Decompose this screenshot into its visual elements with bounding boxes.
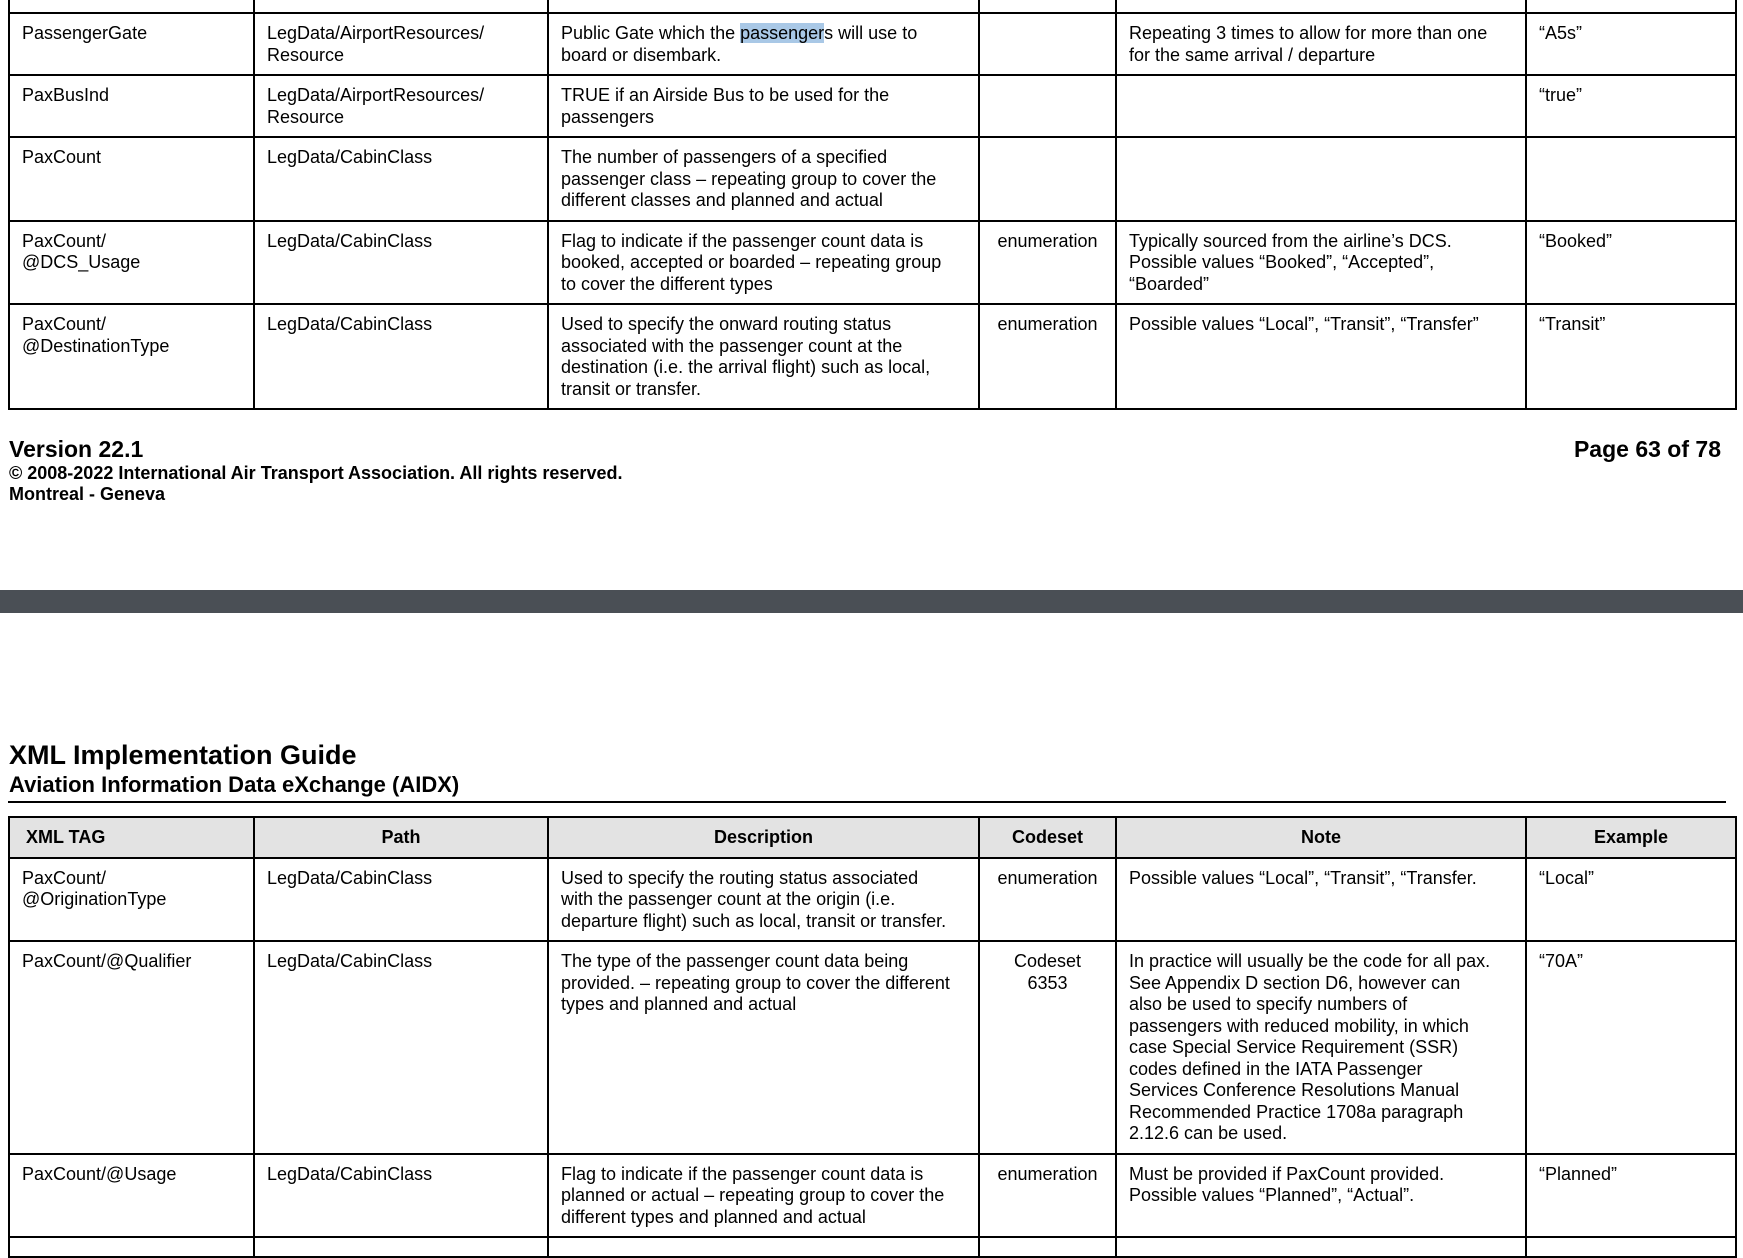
table-row — [9, 1237, 1736, 1257]
codeset-cell — [979, 941, 1116, 1154]
description-cell — [548, 1154, 979, 1238]
cell-text: “Boarded” — [1129, 273, 1210, 294]
spec-table-body — [9, 858, 1736, 1258]
xml-tag-cell — [9, 13, 254, 75]
path-cell — [254, 137, 548, 221]
cell-text: Flag to indicate if the passenger count data is — [561, 230, 924, 251]
table-row — [9, 1154, 1736, 1238]
cell-text: LegData/CabinClass — [267, 1163, 433, 1184]
page-title: XML Implementation Guide — [9, 740, 357, 770]
path-cell — [254, 75, 548, 137]
cell-text: PassengerGate — [22, 23, 148, 43]
table-row — [9, 137, 1736, 221]
example-cell — [1526, 221, 1736, 305]
example-cell — [1526, 13, 1736, 75]
cell-text: 6353 — [1027, 972, 1068, 993]
cell-text: PaxCount/ — [22, 230, 107, 251]
xml-tag-cell — [9, 137, 254, 221]
path-cell — [254, 858, 548, 942]
cell-text: Possible values “Booked”, “Accepted”, — [1129, 252, 1435, 272]
codeset-cell — [979, 75, 1116, 137]
cell-text: provided. – repeating group to cover the different — [561, 972, 950, 993]
cell-text: PaxCount — [22, 147, 102, 167]
description-cell — [548, 75, 979, 137]
example-cell — [1526, 941, 1736, 1154]
path-cell — [254, 1237, 548, 1257]
description-cell — [548, 941, 979, 1154]
page-footer — [9, 436, 1721, 505]
cell-text: In practice will usually be the code for all pax. — [1129, 951, 1491, 971]
path-cell — [254, 13, 548, 75]
cell-text: Must be provided if PaxCount provided. — [1129, 1163, 1445, 1184]
cell-text: Possible values “Local”, “Transit”, “Transfer” — [1129, 314, 1479, 334]
cell-text: “A5s” — [1539, 23, 1583, 43]
table-row — [9, 941, 1736, 1154]
description-cell — [548, 304, 979, 409]
cell-text: The type of the passenger count data being — [561, 951, 909, 971]
example-cell — [1526, 75, 1736, 137]
cell-text: PaxBusInd — [22, 85, 110, 105]
table-row — [9, 13, 1736, 75]
cell-text: also be used to specify numbers of — [1129, 994, 1408, 1014]
column-header-xml-tag: XML TAG — [9, 817, 254, 858]
path-cell — [254, 941, 548, 1154]
path-cell — [254, 221, 548, 305]
version-label: Version 22.1 — [9, 436, 144, 462]
page-subtitle: Aviation Information Data eXchange (AIDX) — [9, 772, 460, 797]
codeset-cell — [979, 221, 1116, 305]
column-header-codeset: Codeset — [979, 817, 1116, 858]
description-cell — [548, 1237, 979, 1257]
cell-text: Repeating 3 times to allow for more than one — [1129, 23, 1488, 43]
xml-tag-cell — [9, 304, 254, 409]
spec-table — [8, 816, 1737, 1258]
cell-text: LegData/CabinClass — [267, 230, 433, 251]
cell-text: codes defined in the IATA Passenger — [1129, 1058, 1423, 1079]
spec-table-body — [9, 13, 1736, 409]
cell-text: case Special Service Requirement (SSR) — [1129, 1037, 1459, 1057]
xml-tag-cell — [9, 1237, 254, 1257]
cell-text: “true” — [1539, 85, 1583, 105]
cell-text: transit or transfer. — [561, 378, 702, 399]
note-cell — [1116, 304, 1526, 409]
path-cell — [254, 1154, 548, 1238]
example-cell — [1526, 1237, 1736, 1257]
codeset-cell — [979, 304, 1116, 409]
cell-text: LegData/CabinClass — [267, 867, 433, 888]
codeset-cell — [979, 858, 1116, 942]
cell-text: different classes and planned and actual — [561, 190, 883, 210]
cell-text: Typically sourced from the airline’s DCS. — [1129, 230, 1452, 251]
codeset-cell — [979, 1154, 1116, 1238]
cell-text: PaxCount/@Usage — [22, 1163, 177, 1184]
example-cell — [1526, 858, 1736, 942]
table-row — [9, 858, 1736, 942]
cell-text: enumeration — [997, 230, 1098, 251]
description-cell — [548, 13, 979, 75]
table-row — [9, 304, 1736, 409]
cell-text: passengers with reduced mobility, in which — [1129, 1015, 1469, 1036]
table-row — [9, 75, 1736, 137]
table-row-top-partial — [9, 0, 1736, 13]
column-header-example: Example — [1526, 817, 1736, 858]
cell-text: board or disembark. — [561, 44, 722, 65]
cell-text: enumeration — [997, 1163, 1098, 1184]
example-cell — [1526, 304, 1736, 409]
note-cell — [1116, 137, 1526, 221]
cell-text: to cover the different types — [561, 273, 773, 294]
cell-text: passenger class – repeating group to cover the — [561, 168, 937, 189]
cell-text: booked, accepted or boarded – repeating group — [561, 252, 942, 272]
cell-text: See Appendix D section D6, however can — [1129, 972, 1461, 993]
cell-text: LegData/CabinClass — [267, 314, 433, 334]
location-label: Montreal - Geneva — [9, 484, 166, 504]
column-header-note: Note — [1116, 817, 1526, 858]
cell-text: The number of passengers of a specified — [561, 147, 888, 167]
cell-text: PaxCount/ — [22, 867, 107, 888]
cell-text: 2.12.6 can be used. — [1129, 1123, 1288, 1143]
cell-text: Recommended Practice 1708a paragraph — [1129, 1101, 1464, 1122]
note-cell — [1116, 75, 1526, 137]
cell-text: Possible values “Planned”, “Actual”. — [1129, 1185, 1415, 1205]
xml-tag-cell — [9, 221, 254, 305]
cell-text: for the same arrival / departure — [1129, 44, 1376, 65]
codeset-cell — [979, 137, 1116, 221]
cell-text: “70A” — [1539, 951, 1584, 971]
document-page-64 — [0, 613, 1743, 1235]
note-cell — [1116, 858, 1526, 942]
title-divider — [8, 801, 1726, 803]
cell-text: Codeset — [1013, 951, 1082, 971]
cell-text: enumeration — [997, 314, 1098, 334]
column-header-description: Description — [548, 817, 979, 858]
cell-text: associated with the passenger count at the — [561, 335, 903, 356]
cell-text: “Planned” — [1539, 1163, 1618, 1184]
spec-table-continued — [8, 0, 1737, 410]
note-cell — [1116, 13, 1526, 75]
cell-text: @DCS_Usage — [22, 252, 141, 272]
cell-text: “Booked” — [1539, 230, 1613, 251]
cell-text: @OriginationType — [22, 889, 167, 909]
column-header-path: Path — [254, 817, 548, 858]
cell-text: destination (i.e. the arrival flight) such as local, — [561, 357, 931, 377]
xml-tag-cell — [9, 75, 254, 137]
cell-text: Possible values “Local”, “Transit”, “Transfer. — [1129, 867, 1477, 888]
cell-text: TRUE if an Airside Bus to be used for the — [561, 85, 890, 105]
cell-text: LegData/AirportResources/ — [267, 85, 485, 105]
note-cell — [1116, 221, 1526, 305]
table-row — [9, 221, 1736, 305]
description-cell — [548, 858, 979, 942]
cell-text: enumeration — [997, 867, 1098, 888]
note-cell — [1116, 941, 1526, 1154]
cell-text: LegData/CabinClass — [267, 147, 433, 167]
xml-tag-cell — [9, 1154, 254, 1238]
cell-text: LegData/AirportResources/ — [267, 23, 485, 43]
cell-text: passengers — [561, 106, 655, 127]
cell-text: Services Conference Resolutions Manual — [1129, 1080, 1460, 1100]
cell-text: Used to specify the routing status associated — [561, 867, 919, 888]
cell-text: LegData/CabinClass — [267, 951, 433, 971]
cell-text: Public Gate which the passengers will use to — [561, 23, 918, 43]
codeset-cell — [979, 13, 1116, 75]
cell-text: PaxCount/@Qualifier — [22, 951, 192, 971]
search-highlight: passenger — [740, 23, 825, 43]
cell-text: planned or actual – repeating group to cover the — [561, 1185, 945, 1205]
document-page-63 — [0, 0, 1743, 590]
cell-text: Resource — [267, 44, 345, 65]
copyright-notice: © 2008-2022 International Air Transport Association. All rights reserved. — [9, 463, 623, 483]
path-cell — [254, 304, 548, 409]
example-cell — [1526, 1154, 1736, 1238]
cell-text: Used to specify the onward routing status — [561, 314, 892, 334]
description-cell — [548, 221, 979, 305]
note-cell — [1116, 1154, 1526, 1238]
table-header-row — [9, 817, 1736, 858]
cell-text: different types and planned and actual — [561, 1206, 866, 1227]
xml-tag-cell — [9, 941, 254, 1154]
cell-text: Resource — [267, 106, 345, 127]
codeset-cell — [979, 1237, 1116, 1257]
cell-text: types and planned and actual — [561, 994, 797, 1014]
example-cell — [1526, 137, 1736, 221]
page-number: Page 63 of 78 — [1573, 436, 1721, 462]
page-separator — [0, 590, 1743, 613]
cell-text: @DestinationType — [22, 335, 170, 356]
xml-tag-cell — [9, 858, 254, 942]
cell-text: Flag to indicate if the passenger count data is — [561, 1163, 924, 1184]
cell-text: departure flight) such as local, transit or transfer. — [561, 910, 947, 931]
cell-text: with the passenger count at the origin (i.e. — [561, 889, 896, 909]
note-cell — [1116, 1237, 1526, 1257]
cell-text: “Local” — [1539, 867, 1595, 888]
description-cell — [548, 137, 979, 221]
cell-text: “Transit” — [1539, 314, 1606, 334]
cell-text: PaxCount/ — [22, 314, 107, 334]
